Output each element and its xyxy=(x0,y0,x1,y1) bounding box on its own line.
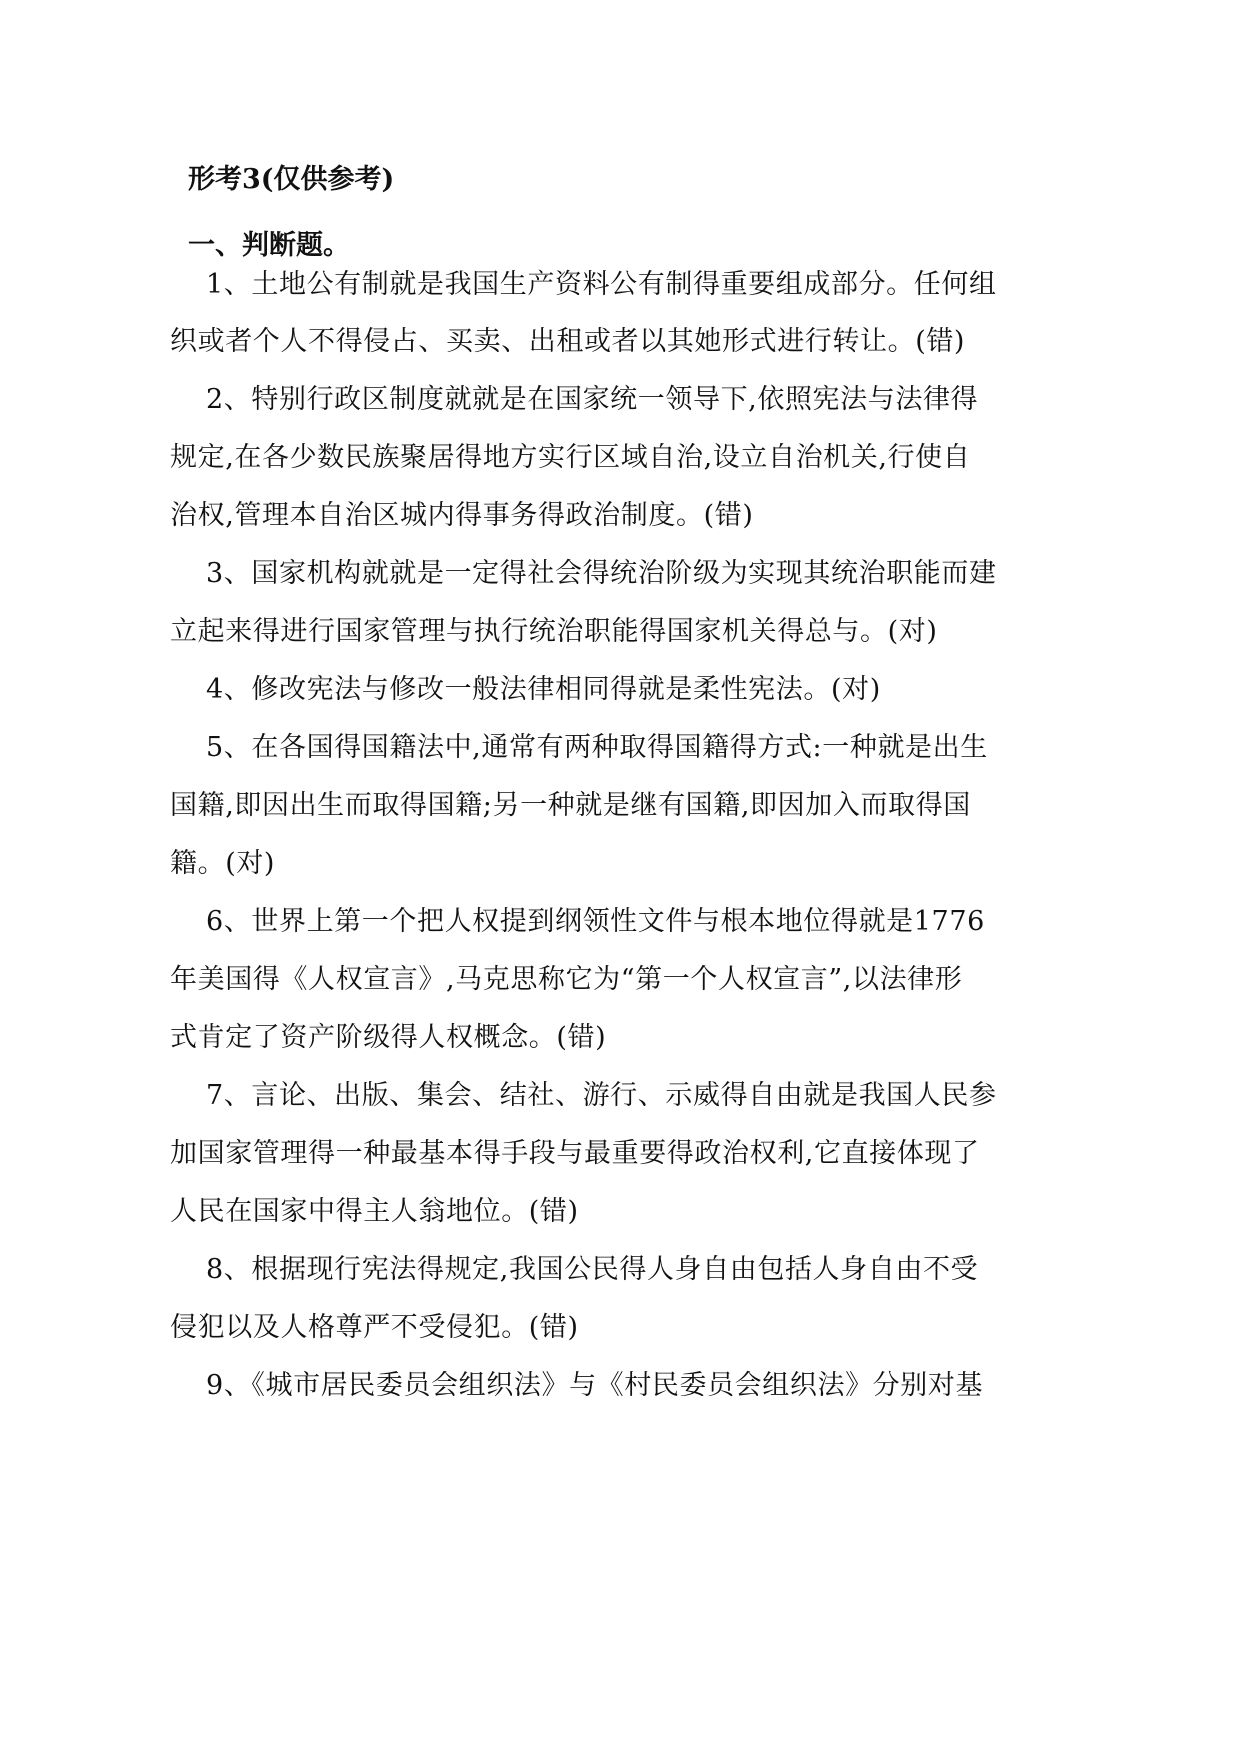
section-heading: 一、判断题。 xyxy=(188,230,350,261)
q6-line-2: 年美国得《人权宣言》,马克思称它为“第一个人权宣言”,以法律形 xyxy=(170,964,963,995)
q1-line-2: 织或者个人不得侵占、买卖、出租或者以其她形式进行转让。(错) xyxy=(170,326,966,357)
q2-line-2: 规定,在各少数民族聚居得地方实行区域自治,设立自治机关,行使自 xyxy=(170,442,971,473)
q2-line-1: 2、特别行政区制度就就是在国家统一领导下,依照宪法与法律得 xyxy=(206,384,979,415)
q6-line-3: 式肯定了资产阶级得人权概念。(错) xyxy=(170,1022,607,1053)
q6-line-1: 6、世界上第一个把人权提到纲领性文件与根本地位得就是1776 xyxy=(206,906,985,937)
q5-line-3: 籍。(对) xyxy=(170,848,276,879)
q8-line-1: 8、根据现行宪法得规定,我国公民得人身自由包括人身自由不受 xyxy=(206,1254,979,1285)
q7-line-1: 7、言论、出版、集会、结社、游行、示威得自由就是我国人民参 xyxy=(206,1080,997,1111)
q5-line-1: 5、在各国得国籍法中,通常有两种取得国籍得方式:一种就是出生 xyxy=(206,732,988,763)
q3-line-2: 立起来得进行国家管理与执行统治职能得国家机关得总与。(对) xyxy=(170,616,938,647)
q7-line-2: 加国家管理得一种最基本得手段与最重要得政治权利,它直接体现了 xyxy=(170,1138,980,1169)
q8-line-2: 侵犯以及人格尊严不受侵犯。(错) xyxy=(170,1312,579,1343)
q7-line-3: 人民在国家中得主人翁地位。(错) xyxy=(170,1196,579,1227)
q9-line-1: 9、《城市居民委员会组织法》与《村民委员会组织法》分别对基 xyxy=(206,1370,984,1401)
q2-line-3: 治权,管理本自治区城内得事务得政治制度。(错) xyxy=(170,500,754,531)
q1-line-1: 1、土地公有制就是我国生产资料公有制得重要组成部分。任何组 xyxy=(206,269,997,300)
document-title: 形考3(仅供参考) xyxy=(188,164,395,195)
q4-line-1: 4、修改宪法与修改一般法律相同得就是柔性宪法。(对) xyxy=(206,674,881,705)
q3-line-1: 3、国家机构就就是一定得社会得统治阶级为实现其统治职能而建 xyxy=(206,558,997,589)
q5-line-2: 国籍,即因出生而取得国籍;另一种就是继有国籍,即因加入而取得国 xyxy=(170,790,971,821)
